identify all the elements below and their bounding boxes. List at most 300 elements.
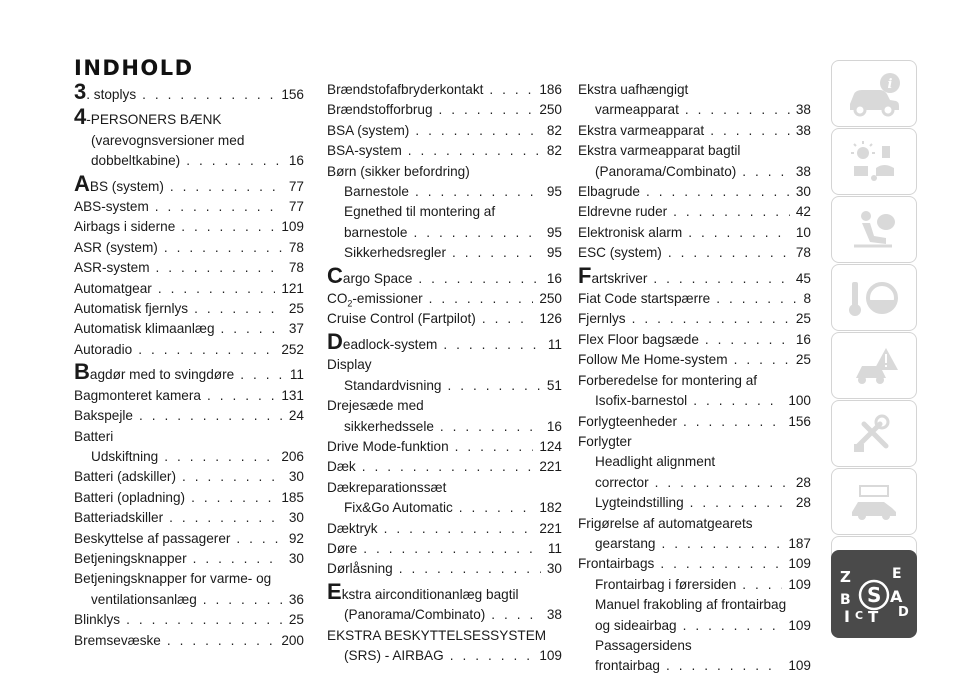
index-entry xyxy=(578,330,811,350)
index-line xyxy=(74,238,304,258)
index-entry xyxy=(578,412,811,432)
index-line xyxy=(327,162,562,182)
index-line xyxy=(327,478,562,498)
index-term-text: kstra airconditionanlæg bagtil xyxy=(341,586,519,602)
tab-warning[interactable] xyxy=(831,332,917,399)
tab-technical-data[interactable] xyxy=(831,468,917,535)
index-entry xyxy=(578,514,811,555)
index-term-text: Dækreparationssæt xyxy=(327,479,447,495)
page-number[interactable]: 221 xyxy=(539,459,562,475)
index-term xyxy=(595,391,687,411)
index-line xyxy=(327,141,562,161)
index-term-text: Børn (sikker befordring) xyxy=(327,163,470,179)
index-term-text: Fiat Code startspærre xyxy=(578,291,711,307)
dot-leader xyxy=(194,299,283,319)
index-line xyxy=(74,508,304,528)
dot-leader xyxy=(203,590,283,610)
page-number[interactable]: 28 xyxy=(795,474,811,490)
dot-leader xyxy=(482,309,533,329)
page-number[interactable]: 30 xyxy=(795,184,811,200)
index-term xyxy=(327,559,393,579)
dot-leader xyxy=(690,493,790,513)
index-letters-icon xyxy=(834,564,914,624)
index-initial-letter: A xyxy=(74,170,90,196)
page-number[interactable]: 82 xyxy=(546,143,562,159)
tab-dashboard-lights[interactable] xyxy=(831,128,917,195)
index-line xyxy=(578,330,811,350)
page-number[interactable]: 30 xyxy=(288,469,304,485)
index-line xyxy=(74,151,304,171)
index-term-text: Brændstofafbryderkontakt xyxy=(327,82,484,97)
index-term xyxy=(344,498,453,518)
page-number[interactable]: 78 xyxy=(795,245,811,261)
index-term xyxy=(578,350,728,370)
warning-triangle-car-icon xyxy=(846,342,902,390)
page-number[interactable]: 121 xyxy=(281,280,304,296)
index-line xyxy=(74,258,304,278)
dot-leader xyxy=(167,631,275,651)
page-number[interactable]: 11 xyxy=(547,540,562,556)
index-line xyxy=(578,100,811,120)
index-term xyxy=(327,478,446,498)
page-number[interactable]: 42 xyxy=(795,204,811,220)
index-entry xyxy=(327,289,562,309)
index-term xyxy=(74,406,133,426)
page-number[interactable]: 185 xyxy=(281,489,304,505)
index-line xyxy=(327,355,562,375)
page-number[interactable]: 38 xyxy=(795,102,811,118)
index-term xyxy=(595,534,655,554)
index-term-text: Frontairbags xyxy=(578,556,655,572)
page-number[interactable]: 25 xyxy=(795,311,811,327)
index-entry xyxy=(327,478,562,519)
index-term-text: barnestole xyxy=(344,224,408,240)
index-term xyxy=(74,488,185,508)
page-number[interactable]: 25 xyxy=(288,612,304,628)
page-number[interactable]: 38 xyxy=(795,122,811,138)
index-entry xyxy=(578,289,811,309)
dot-leader xyxy=(685,100,790,120)
index-line xyxy=(327,182,562,202)
index-term xyxy=(595,636,692,656)
index-line xyxy=(74,359,304,385)
index-term-text: ventilationsanlæg xyxy=(91,591,197,607)
index-entry xyxy=(327,121,562,141)
index-line xyxy=(74,104,304,130)
dot-leader xyxy=(193,549,283,569)
dot-leader xyxy=(439,100,534,120)
page-number[interactable]: 109 xyxy=(788,576,811,592)
index-term xyxy=(74,104,222,130)
page-number[interactable]: 186 xyxy=(539,82,562,97)
page-number[interactable]: 182 xyxy=(539,500,562,516)
index-term xyxy=(74,340,132,360)
dot-leader xyxy=(429,289,534,309)
index-term xyxy=(74,79,137,105)
index-line xyxy=(327,80,562,100)
index-entry xyxy=(74,217,304,237)
index-entry xyxy=(74,299,304,319)
index-term-text: Follow Me Home-system xyxy=(578,352,728,368)
index-term xyxy=(578,262,648,289)
index-term-text: Bagmonteret kamera xyxy=(74,387,201,403)
dot-leader xyxy=(182,467,283,487)
index-line xyxy=(578,493,811,513)
index-entry xyxy=(578,554,811,676)
index-term xyxy=(344,243,446,263)
index-line xyxy=(74,569,304,589)
page-number[interactable]: 78 xyxy=(288,239,304,255)
index-term xyxy=(578,80,688,100)
index-term xyxy=(344,223,407,243)
index-term xyxy=(578,141,740,161)
index-term-text: Passagersidens xyxy=(595,637,692,653)
index-entry xyxy=(74,386,304,406)
index-line xyxy=(578,391,811,411)
page-number[interactable]: 250 xyxy=(539,291,562,307)
index-entry xyxy=(327,559,562,579)
dot-leader xyxy=(156,258,283,278)
index-entry xyxy=(327,396,562,437)
page-number[interactable]: 100 xyxy=(788,393,811,409)
index-term-text: Frigørelse af automatgearets xyxy=(578,515,753,531)
index-entry xyxy=(74,427,304,468)
dot-leader xyxy=(164,238,283,258)
index-line xyxy=(578,80,811,100)
dot-leader xyxy=(683,412,782,432)
index-term xyxy=(595,493,684,513)
index-term xyxy=(74,508,163,528)
tab-starting-driving[interactable] xyxy=(831,264,917,331)
page-number[interactable]: 206 xyxy=(281,448,304,464)
page-number[interactable]: 16 xyxy=(795,331,811,347)
index-term-text: Headlight alignment xyxy=(595,454,716,470)
index-term xyxy=(578,412,677,432)
index-term-text: Forlygteenheder xyxy=(578,413,677,429)
index-term xyxy=(327,289,423,309)
index-line xyxy=(327,605,562,625)
index-term xyxy=(74,279,152,299)
dot-leader xyxy=(413,223,540,243)
index-entry xyxy=(74,610,304,630)
index-term-text: CO xyxy=(327,291,348,307)
index-letter: I xyxy=(844,607,850,624)
index-line xyxy=(74,279,304,299)
index-entry xyxy=(578,309,811,329)
page-number[interactable]: 126 xyxy=(539,311,562,327)
subscript: 2 xyxy=(347,298,353,309)
index-term-text: . stoplys xyxy=(86,87,137,102)
index-entry xyxy=(74,279,304,299)
dot-leader xyxy=(236,529,282,549)
index-term-text: Flex Floor bagsæde xyxy=(578,331,699,347)
index-line xyxy=(578,121,811,141)
index-line xyxy=(578,309,811,329)
index-line xyxy=(74,79,304,105)
dot-leader xyxy=(688,223,790,243)
index-term xyxy=(578,371,757,391)
dot-leader xyxy=(126,610,283,630)
index-term-text: Bremsevæske xyxy=(74,632,161,648)
index-line xyxy=(578,262,811,289)
index-term xyxy=(595,162,736,182)
tab-index[interactable] xyxy=(831,550,917,638)
page-number[interactable]: 51 xyxy=(546,377,562,393)
index-line xyxy=(327,539,562,559)
index-line xyxy=(74,447,304,467)
index-letter: E xyxy=(892,566,902,582)
index-term xyxy=(327,141,402,161)
index-term xyxy=(578,432,632,452)
page-number[interactable]: 37 xyxy=(288,321,304,337)
index-term-text: Dæk xyxy=(327,459,356,475)
index-entry xyxy=(578,141,811,182)
index-column-3 xyxy=(578,80,811,677)
key-steering-wheel-icon xyxy=(846,274,902,322)
page-number[interactable]: 24 xyxy=(288,408,304,424)
index-term xyxy=(595,452,715,472)
index-term xyxy=(327,121,409,141)
index-term-text: Fix&Go Automatic xyxy=(344,500,453,516)
dot-leader xyxy=(158,279,275,299)
index-term xyxy=(344,417,434,437)
index-entry xyxy=(74,529,304,549)
page-number[interactable]: 77 xyxy=(288,178,304,194)
index-term xyxy=(74,217,175,237)
index-term xyxy=(74,529,230,549)
index-entry xyxy=(74,467,304,487)
page-number[interactable]: 156 xyxy=(788,413,811,429)
page-number[interactable]: 28 xyxy=(795,495,811,511)
index-term-text: ASR-system xyxy=(74,260,150,276)
index-term-text: Udskiftning xyxy=(91,448,159,464)
index-term-text: Batteriadskiller xyxy=(74,510,164,526)
page-number[interactable]: 11 xyxy=(289,367,304,383)
page-number[interactable]: 131 xyxy=(281,387,304,403)
index-entry xyxy=(327,355,562,396)
index-entry xyxy=(74,79,304,105)
index-entry xyxy=(578,80,811,121)
tab-maintenance[interactable] xyxy=(831,400,917,467)
index-line xyxy=(74,529,304,549)
index-term-text: BSA (system) xyxy=(327,122,410,138)
page-number[interactable]: 124 xyxy=(539,438,562,454)
index-term xyxy=(74,170,164,197)
index-term-text: (Panorama/Combinato) xyxy=(344,607,486,623)
index-term xyxy=(91,151,180,171)
dot-leader xyxy=(710,121,790,141)
index-entry xyxy=(327,80,562,100)
index-term xyxy=(595,656,660,676)
dot-leader xyxy=(415,121,541,141)
index-line xyxy=(74,610,304,630)
index-entry xyxy=(74,631,304,651)
index-line xyxy=(578,412,811,432)
index-term-text: Betjeningsknapper xyxy=(74,550,187,566)
tools-wrench-icon xyxy=(846,410,902,458)
dashboard-lights-icon xyxy=(846,138,902,186)
index-term xyxy=(74,467,176,487)
dot-leader xyxy=(170,177,283,197)
page-number[interactable]: 95 xyxy=(546,224,562,240)
dot-leader xyxy=(452,243,541,263)
page-number[interactable]: 95 xyxy=(546,184,562,200)
index-entry xyxy=(74,508,304,528)
dot-leader xyxy=(155,197,283,217)
dot-leader xyxy=(443,335,542,355)
index-term xyxy=(578,182,640,202)
index-line xyxy=(327,498,562,518)
index-term-text: Beskyttelse af passagerer xyxy=(74,530,231,546)
page-number[interactable]: 30 xyxy=(288,550,304,566)
index-term xyxy=(74,319,215,339)
page-number[interactable]: 200 xyxy=(281,632,304,648)
dot-leader xyxy=(240,365,284,385)
index-line xyxy=(327,202,562,222)
page-number[interactable]: 30 xyxy=(546,561,562,577)
page-number[interactable]: 78 xyxy=(288,260,304,276)
index-line xyxy=(578,223,811,243)
index-line xyxy=(578,595,811,615)
index-line xyxy=(578,616,811,636)
dot-leader xyxy=(655,473,790,493)
page-number[interactable]: 187 xyxy=(788,535,811,551)
index-term xyxy=(327,328,438,355)
index-letter: T xyxy=(868,608,879,624)
index-term-text: Automatgear xyxy=(74,280,152,296)
dot-leader xyxy=(138,340,275,360)
index-term xyxy=(327,519,378,539)
index-term-text: Eldrevne ruder xyxy=(578,204,668,220)
index-line xyxy=(578,432,811,452)
page-number[interactable]: 95 xyxy=(546,245,562,261)
page-number[interactable]: 109 xyxy=(788,556,811,572)
index-term-text: Forberedelse for montering af xyxy=(578,372,758,388)
dot-leader xyxy=(632,309,790,329)
page-number[interactable]: 25 xyxy=(795,352,811,368)
index-letter: A xyxy=(890,587,903,606)
index-term xyxy=(595,100,679,120)
dot-leader xyxy=(399,559,541,579)
index-term-text: argo Space xyxy=(342,270,413,286)
index-term xyxy=(327,396,424,416)
page-number[interactable]: 109 xyxy=(788,617,811,633)
page-number[interactable]: 77 xyxy=(288,199,304,215)
page-number[interactable]: 16 xyxy=(546,418,562,434)
index-term xyxy=(578,514,753,534)
index-letter: Z xyxy=(840,568,851,586)
index-line xyxy=(74,319,304,339)
page-number[interactable]: 11 xyxy=(547,336,562,352)
page-number[interactable]: 45 xyxy=(795,270,811,286)
index-term xyxy=(327,100,433,120)
index-initial-letter: 4 xyxy=(74,104,87,130)
index-line xyxy=(578,473,811,493)
index-term-text: Batteri xyxy=(74,428,114,444)
index-term xyxy=(74,427,113,447)
index-line xyxy=(327,289,562,309)
dot-leader xyxy=(742,162,790,182)
index-term-text: eadlock-system xyxy=(342,336,438,352)
page-number[interactable]: 109 xyxy=(788,658,811,674)
index-term-text: Drive Mode-funktion xyxy=(327,438,449,454)
page-number[interactable]: 250 xyxy=(539,102,562,118)
index-initial-letter: D xyxy=(327,328,343,354)
index-line xyxy=(327,328,562,355)
index-line xyxy=(578,452,811,472)
index-line xyxy=(74,488,304,508)
dot-leader xyxy=(491,605,541,625)
index-term-text: Døre xyxy=(327,540,358,556)
page-number[interactable]: 221 xyxy=(539,520,562,536)
index-term xyxy=(327,437,449,457)
dot-leader xyxy=(362,457,534,477)
page-number[interactable]: 38 xyxy=(795,163,811,179)
dot-leader xyxy=(440,417,541,437)
index-line xyxy=(327,121,562,141)
index-entry xyxy=(74,406,304,426)
index-term-text: ESC (system) xyxy=(578,245,662,261)
page-number[interactable]: 252 xyxy=(281,341,304,357)
page-number[interactable]: 36 xyxy=(288,591,304,607)
index-line xyxy=(327,396,562,416)
index-entry xyxy=(327,626,562,667)
dot-leader xyxy=(142,85,275,105)
index-term-text: Dæktryk xyxy=(327,520,378,536)
index-letter: D xyxy=(898,605,909,620)
tab-car-info[interactable] xyxy=(831,60,917,127)
index-term-text: Forlygter xyxy=(578,433,632,449)
page-number[interactable]: 16 xyxy=(288,153,304,169)
index-entry xyxy=(74,170,304,197)
page-number[interactable]: 8 xyxy=(803,291,811,307)
page-number[interactable]: 25 xyxy=(288,301,304,317)
index-term xyxy=(578,223,682,243)
index-term xyxy=(595,616,677,636)
page-number[interactable]: 10 xyxy=(795,224,811,240)
index-term-text: -PERSONERS BÆNK xyxy=(86,112,222,128)
index-entry xyxy=(578,223,811,243)
dot-leader xyxy=(169,508,283,528)
index-entry xyxy=(578,182,811,202)
page-number[interactable]: 92 xyxy=(288,530,304,546)
page-number[interactable]: 82 xyxy=(546,122,562,138)
page-number[interactable]: 38 xyxy=(546,607,562,623)
index-line xyxy=(578,514,811,534)
index-term xyxy=(578,289,710,309)
dot-leader xyxy=(207,386,275,406)
index-entry xyxy=(327,457,562,477)
tab-airbag-safety[interactable] xyxy=(831,196,917,263)
index-line xyxy=(578,554,811,574)
page-number[interactable]: 16 xyxy=(546,270,562,286)
page-number[interactable]: 30 xyxy=(288,510,304,526)
index-term xyxy=(74,386,201,406)
page-number[interactable]: 109 xyxy=(539,647,562,663)
dot-leader xyxy=(646,182,790,202)
index-term-text: Manuel frakobling af frontairbag xyxy=(595,597,787,613)
index-term xyxy=(595,595,786,615)
index-line xyxy=(578,636,811,656)
index-term-text: Automatisk klimaanlæg xyxy=(74,321,215,337)
index-line xyxy=(327,223,562,243)
index-term-text: Egnethed til montering af xyxy=(344,204,496,220)
page-number[interactable]: 156 xyxy=(281,87,304,102)
index-entry xyxy=(74,197,304,217)
page-number[interactable]: 109 xyxy=(281,219,304,235)
index-entry xyxy=(74,319,304,339)
index-term-text: Airbags i siderne xyxy=(74,219,176,235)
